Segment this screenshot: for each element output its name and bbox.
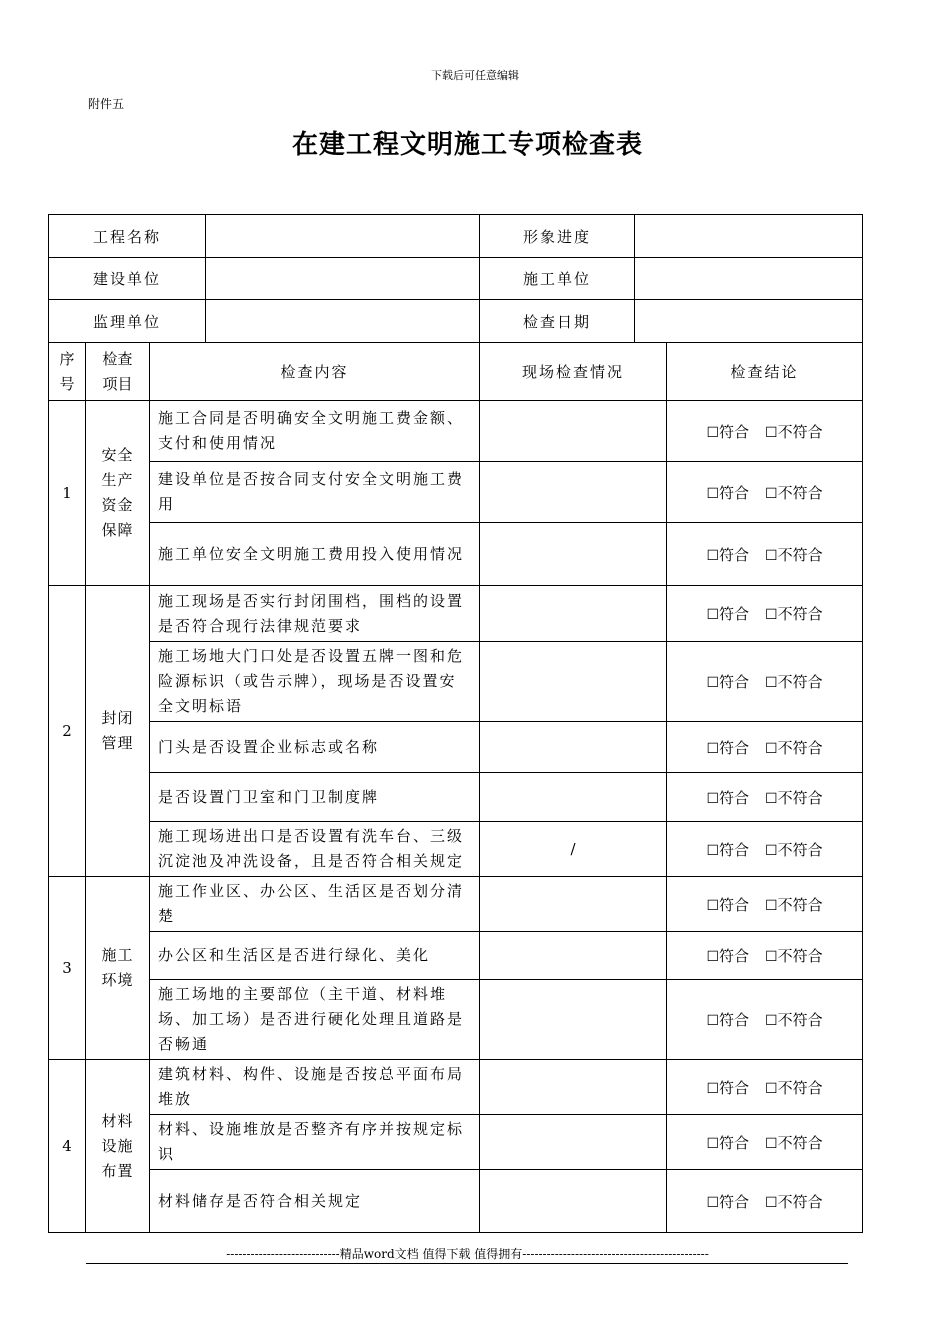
- checkbox-icon[interactable]: ☐: [706, 1194, 719, 1211]
- pass-option[interactable]: [706, 894, 749, 915]
- check-item-cell: [86, 1060, 150, 1233]
- check-row: [49, 722, 863, 773]
- site-check-cell[interactable]: [480, 877, 667, 932]
- pass-label: 符合: [719, 1133, 750, 1152]
- check-item-line: 安全: [101, 446, 134, 464]
- attachment-label: 附件五: [88, 97, 125, 111]
- item-header-line: 项目: [102, 374, 133, 393]
- checkbox-icon[interactable]: ☐: [706, 607, 719, 623]
- check-content: 施工合同是否明确安全文明施工费金额、支付和使用情况: [150, 401, 480, 462]
- conclusion-cell: [667, 932, 863, 980]
- check-row: [49, 1170, 863, 1233]
- check-content: 办公区和生活区是否进行绿化、美化: [150, 932, 480, 980]
- site-check-cell[interactable]: [480, 401, 667, 462]
- site-check-cell[interactable]: [480, 1060, 667, 1115]
- checkbox-icon[interactable]: ☐: [706, 1135, 719, 1152]
- pass-option[interactable]: [706, 421, 749, 442]
- conclusion-cell: [667, 822, 863, 877]
- site-check-cell[interactable]: [480, 722, 667, 773]
- checkbox-icon[interactable]: ☐: [765, 740, 778, 757]
- check-row: [49, 932, 863, 980]
- item-header: [86, 343, 150, 401]
- pass-label: 符合: [719, 1192, 750, 1211]
- site-check-cell[interactable]: [480, 1170, 667, 1233]
- seq-header-line: 号: [59, 374, 75, 393]
- conclusion-cell: [667, 462, 863, 523]
- site-check-cell[interactable]: [480, 773, 667, 822]
- site-check-cell[interactable]: [480, 642, 667, 722]
- check-content: 材料储存是否符合相关规定: [150, 1170, 480, 1233]
- checkbox-icon[interactable]: ☐: [706, 547, 719, 564]
- conclusion-cell: [667, 980, 863, 1060]
- info-row-builder: [49, 258, 863, 300]
- conclusion-cell: [667, 401, 863, 462]
- checkbox-icon[interactable]: ☐: [765, 790, 778, 807]
- checkbox-icon[interactable]: ☐: [706, 949, 719, 965]
- seq-cell: 4: [49, 1060, 86, 1233]
- pass-option[interactable]: [706, 787, 749, 808]
- pass-option[interactable]: [706, 1077, 749, 1098]
- fail-option[interactable]: [765, 671, 823, 692]
- check-item-cell: [86, 401, 150, 586]
- check-item-line: 封闭: [101, 709, 134, 727]
- constructor-field[interactable]: [635, 258, 863, 300]
- info-row-project: [49, 215, 863, 258]
- pass-option[interactable]: [706, 945, 749, 966]
- check-content: 施工现场是否实行封闭围档，围档的设置是否符合现行法律规范要求: [150, 586, 480, 642]
- fail-option[interactable]: [765, 603, 823, 624]
- pass-label: 符合: [719, 422, 750, 441]
- fail-option[interactable]: [765, 1077, 823, 1098]
- check-row: [49, 773, 863, 822]
- column-header-row: [49, 343, 863, 401]
- builder-field[interactable]: [206, 258, 480, 300]
- seq-cell: 1: [49, 401, 86, 586]
- check-item-cell: [86, 586, 150, 877]
- seq-cell: 2: [49, 586, 86, 877]
- pass-option[interactable]: [706, 737, 749, 758]
- checkbox-icon[interactable]: ☐: [706, 485, 719, 502]
- pass-option[interactable]: [706, 839, 749, 860]
- fail-option[interactable]: [765, 1009, 823, 1030]
- fail-label: 不符合: [777, 788, 823, 807]
- check-row: [49, 642, 863, 722]
- checkbox-icon[interactable]: ☐: [706, 675, 719, 691]
- check-content: 建设单位是否按合同支付安全文明施工费用: [150, 462, 480, 523]
- pass-label: 符合: [719, 545, 750, 564]
- check-row: [49, 523, 863, 586]
- checkbox-icon[interactable]: ☐: [765, 897, 778, 914]
- pass-option[interactable]: [706, 1009, 749, 1030]
- site-check-cell[interactable]: [480, 1115, 667, 1170]
- site-check-cell[interactable]: [480, 586, 667, 642]
- pass-label: 符合: [719, 483, 750, 502]
- check-item-line: 资金: [101, 496, 134, 514]
- fail-label: 不符合: [777, 947, 823, 965]
- fail-label: 不符合: [777, 483, 823, 502]
- check-content: 施工单位安全文明施工费用投入使用情况: [150, 523, 480, 586]
- pass-option[interactable]: [706, 1191, 749, 1212]
- fail-label: 不符合: [777, 605, 823, 623]
- fail-option[interactable]: [765, 1191, 823, 1212]
- fail-label: 不符合: [777, 545, 823, 564]
- seq-header-line: 序: [59, 349, 75, 368]
- fail-label: 不符合: [777, 422, 823, 441]
- check-item-line: 生产: [101, 471, 134, 489]
- fail-label: 不符合: [777, 1192, 823, 1211]
- check-content: 建筑材料、构件、设施是否按总平面布局堆放: [150, 1060, 480, 1115]
- conclusion-cell: [667, 1060, 863, 1115]
- project-name-label: 工程名称: [49, 215, 206, 258]
- check-item-line: 环境: [101, 971, 134, 989]
- checkbox-icon[interactable]: ☐: [765, 1194, 778, 1211]
- conclusion-cell: [667, 586, 863, 642]
- checkbox-icon[interactable]: ☐: [765, 424, 778, 441]
- info-row-supervisor: [49, 300, 863, 343]
- fail-option[interactable]: [765, 945, 823, 966]
- check-row: [49, 877, 863, 932]
- fail-label: 不符合: [777, 738, 823, 757]
- pass-label: 符合: [719, 895, 750, 914]
- site-check-cell[interactable]: [480, 523, 667, 586]
- checkbox-icon[interactable]: ☐: [706, 842, 719, 859]
- pass-label: 符合: [719, 1078, 750, 1097]
- pass-label: 符合: [719, 947, 750, 965]
- check-content: 是否设置门卫室和门卫制度牌: [150, 773, 480, 822]
- pass-option[interactable]: [706, 603, 749, 624]
- fail-label: 不符合: [777, 840, 823, 859]
- check-item-line: 设施: [101, 1136, 134, 1155]
- check-row: [49, 1115, 863, 1170]
- conclusion-cell: [667, 877, 863, 932]
- checkbox-icon[interactable]: ☐: [765, 547, 778, 564]
- footer-text: ----------------------------精品word文档 值得下载 值得拥有----------------------------------------------: [226, 1247, 709, 1261]
- conclusion-cell: [667, 523, 863, 586]
- check-item-line: 材料: [101, 1111, 134, 1130]
- check-item-cell: [86, 877, 150, 1060]
- fail-option[interactable]: [765, 839, 823, 860]
- fail-label: 不符合: [777, 673, 823, 691]
- check-content: 材料、设施堆放是否整齐有序并按规定标识: [150, 1115, 480, 1170]
- content-header: 检查内容: [150, 343, 480, 401]
- pass-option[interactable]: [706, 1132, 749, 1153]
- conclusion-cell: [667, 1170, 863, 1233]
- supervisor-label: 监理单位: [49, 300, 206, 343]
- page-title: 在建工程文明施工专项检查表: [291, 130, 643, 160]
- item-header-line: 检查: [102, 349, 133, 368]
- fail-option[interactable]: [765, 482, 823, 503]
- inspection-table: [48, 214, 863, 1233]
- fail-option[interactable]: [765, 1132, 823, 1153]
- check-date-label: 检查日期: [480, 300, 635, 343]
- checkbox-icon[interactable]: ☐: [706, 424, 719, 441]
- check-content: 施工场地的主要部位（主干道、材料堆场、加工场）是否进行硬化处理且道路是否畅通: [150, 980, 480, 1060]
- fail-label: 不符合: [777, 1133, 823, 1152]
- pass-label: 符合: [719, 673, 750, 691]
- check-date-field[interactable]: [635, 300, 863, 343]
- fail-option[interactable]: [765, 421, 823, 442]
- check-content: 门头是否设置企业标志或名称: [150, 722, 480, 773]
- checkbox-icon[interactable]: ☐: [765, 842, 778, 859]
- fail-option[interactable]: [765, 787, 823, 808]
- progress-label: 形象进度: [480, 215, 635, 258]
- checkbox-icon[interactable]: ☐: [706, 790, 719, 807]
- conclusion-cell: [667, 642, 863, 722]
- fail-option[interactable]: [765, 544, 823, 565]
- check-row: [49, 980, 863, 1060]
- seq-cell: 3: [49, 877, 86, 1060]
- site-header: 现场检查情况: [480, 343, 667, 401]
- conclusion-cell: [667, 1115, 863, 1170]
- fail-option[interactable]: [765, 894, 823, 915]
- checkbox-icon[interactable]: ☐: [706, 1080, 719, 1097]
- pass-label: 符合: [719, 788, 750, 807]
- check-item-line: 管理: [101, 734, 134, 752]
- checkbox-icon[interactable]: ☐: [706, 1013, 719, 1029]
- check-content: 施工场地大门口处是否设置五牌一图和危险源标识（或告示牌），现场是否设置安全文明标语: [150, 642, 480, 722]
- checkbox-icon[interactable]: ☐: [765, 485, 778, 502]
- pass-option[interactable]: [706, 482, 749, 503]
- site-check-cell[interactable]: [480, 932, 667, 980]
- pass-label: 符合: [719, 605, 750, 623]
- site-check-cell[interactable]: [480, 980, 667, 1060]
- header-note: 下载后可任意编辑: [431, 69, 519, 82]
- supervisor-field[interactable]: [206, 300, 480, 343]
- fail-label: 不符合: [777, 1078, 823, 1097]
- checkbox-icon[interactable]: ☐: [765, 1135, 778, 1152]
- pass-option[interactable]: [706, 671, 749, 692]
- pass-label: 符合: [719, 1011, 750, 1029]
- fail-label: 不符合: [777, 1011, 823, 1029]
- checkbox-icon[interactable]: ☐: [706, 897, 719, 914]
- check-row: [49, 462, 863, 523]
- check-row: [49, 1060, 863, 1115]
- check-content: 施工作业区、办公区、生活区是否划分清楚: [150, 877, 480, 932]
- project-name-field[interactable]: [206, 215, 480, 258]
- site-check-cell[interactable]: /: [480, 822, 667, 877]
- check-row: [49, 586, 863, 642]
- checkbox-icon[interactable]: ☐: [765, 1080, 778, 1097]
- check-content: 施工现场进出口是否设置有洗车台、三级沉淀池及冲洗设备，且是否符合相关规定: [150, 822, 480, 877]
- check-row: [49, 822, 863, 877]
- builder-label: 建设单位: [49, 258, 206, 300]
- pass-label: 符合: [719, 738, 750, 757]
- checkbox-icon[interactable]: ☐: [765, 1013, 778, 1029]
- pass-label: 符合: [719, 840, 750, 859]
- check-row: [49, 401, 863, 462]
- checkbox-icon[interactable]: ☐: [765, 675, 778, 691]
- conclusion-cell: [667, 722, 863, 773]
- check-item-line: 施工: [101, 946, 134, 964]
- seq-header: [49, 343, 86, 401]
- fail-label: 不符合: [777, 895, 823, 914]
- pass-option[interactable]: [706, 544, 749, 565]
- checkbox-icon[interactable]: ☐: [706, 740, 719, 757]
- footer-divider: [86, 1263, 848, 1264]
- progress-field[interactable]: [635, 215, 863, 258]
- constructor-label: 施工单位: [480, 258, 635, 300]
- site-check-cell[interactable]: [480, 462, 667, 523]
- checkbox-icon[interactable]: ☐: [765, 607, 778, 623]
- checkbox-icon[interactable]: ☐: [765, 949, 778, 965]
- conclusion-cell: [667, 773, 863, 822]
- check-item-line: 布置: [101, 1161, 134, 1180]
- conclusion-header: 检查结论: [667, 343, 863, 401]
- check-item-line: 保障: [101, 521, 134, 539]
- fail-option[interactable]: [765, 737, 823, 758]
